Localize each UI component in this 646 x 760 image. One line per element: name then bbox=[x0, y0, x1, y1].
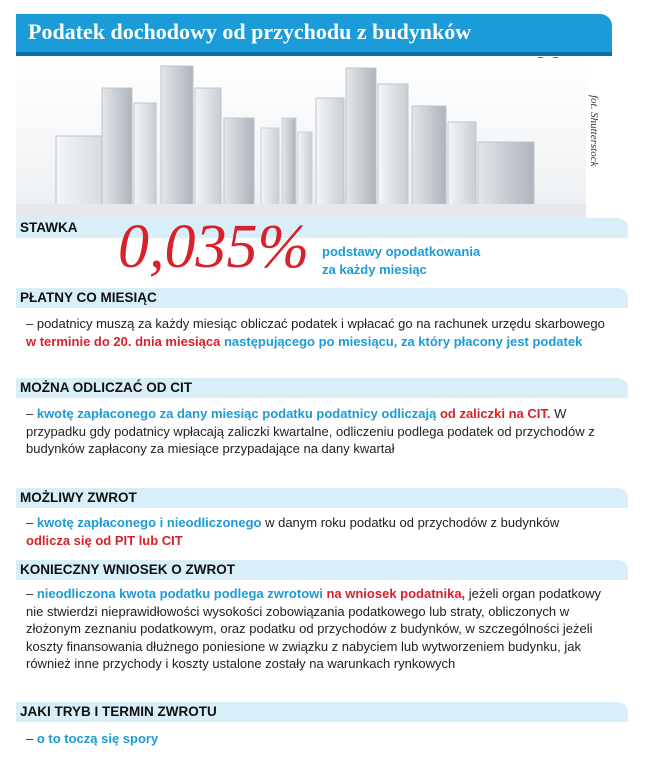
body-text: – podatnicy muszą za każdy miesiąc obliczać podatek i wpłacać go na rachunek urzędu skarbowego bbox=[26, 316, 605, 331]
page-title: Podatek dochodowy od przychodu z budynków bbox=[28, 19, 472, 44]
body-highlight-red: od zaliczki na CIT. bbox=[439, 406, 551, 421]
body-highlight-blue: nieodliczona kwota podatku podlega zwrotowi bbox=[36, 586, 323, 601]
body-highlight-blue: o to toczą się spory bbox=[36, 731, 159, 746]
rate-desc-line1: podstawy opodatkowania bbox=[322, 244, 481, 259]
section-heading-tryb bbox=[16, 702, 628, 722]
tax-rate-value: 0,035% bbox=[118, 213, 310, 281]
body-highlight-red: na wniosek podatnika, bbox=[322, 586, 466, 601]
section-heading-stawka bbox=[16, 218, 628, 238]
section-body-zwrot bbox=[26, 514, 606, 549]
section-heading-zwrot bbox=[16, 488, 628, 508]
body-highlight-blue: następującego po miesiącu, za który płacony jest podatek bbox=[220, 333, 583, 349]
section-heading-platny bbox=[16, 288, 628, 308]
body-highlight-red: odlicza się od PIT lub CIT bbox=[26, 532, 183, 548]
body-text: – bbox=[26, 731, 37, 746]
section-body-wniosek bbox=[26, 585, 606, 673]
body-text: – bbox=[26, 406, 37, 421]
section-body-tryb bbox=[26, 730, 606, 748]
body-highlight-red: w terminie do 20. dnia miesiąca bbox=[26, 333, 221, 349]
body-text: w danym roku podatku od przychodów z budynków bbox=[261, 515, 560, 530]
body-highlight-blue: kwotę zapłaconego za dany miesiąc podatku podatnicy odliczają bbox=[36, 406, 440, 421]
section-heading-text: MOŻNA ODLICZAĆ OD CIT bbox=[20, 380, 192, 395]
body-text: jeżeli organ podatkowy nie stwierdzi nieprawidłowości wysokości zobowiązania podatkowego lub straty, obliczonych w złożonym zeznaniu podatkowym, oraz podatku od przychodów z budynków, w szczególności jeżeli koszty finansowania dłużnego poniesione w związku z nabyciem lub wytworzeniem budynku, jak również inne przychody i koszty ustalone zostały na warunkach rynkowych bbox=[26, 586, 602, 671]
section-heading-wniosek bbox=[16, 560, 628, 580]
section-heading-text: MOŻLIWY ZWROT bbox=[20, 490, 137, 505]
body-text: – bbox=[26, 515, 37, 530]
section-heading-text: STAWKA bbox=[20, 220, 78, 235]
section-heading-text: PŁATNY CO MIESIĄC bbox=[20, 290, 157, 305]
body-text: – bbox=[26, 586, 37, 601]
body-text: W przypadku gdy podatnicy wpłacają zaliczki kwartalne, odliczeniu podlega podatek od przychodów z budynków zapłacony za miesiące przypadające na dany kwartał bbox=[26, 406, 595, 456]
body-highlight-blue: kwotę zapłaconego i nieodliczonego bbox=[36, 515, 262, 530]
tax-rate-description bbox=[322, 243, 480, 279]
photo-credit-text: fot. Shutterstock bbox=[588, 95, 600, 167]
section-body-odliczac bbox=[26, 405, 606, 458]
title-banner bbox=[16, 14, 612, 52]
rate-desc-line2: za każdy miesiąc bbox=[322, 262, 427, 277]
section-heading-odliczac bbox=[16, 378, 628, 398]
section-body-platny bbox=[26, 315, 606, 350]
photo-credit bbox=[588, 95, 602, 205]
section-heading-text: KONIECZNY WNIOSEK O ZWROT bbox=[20, 562, 235, 577]
section-heading-text: JAKI TRYB I TERMIN ZWROTU bbox=[20, 704, 217, 719]
city-illustration bbox=[16, 58, 586, 218]
